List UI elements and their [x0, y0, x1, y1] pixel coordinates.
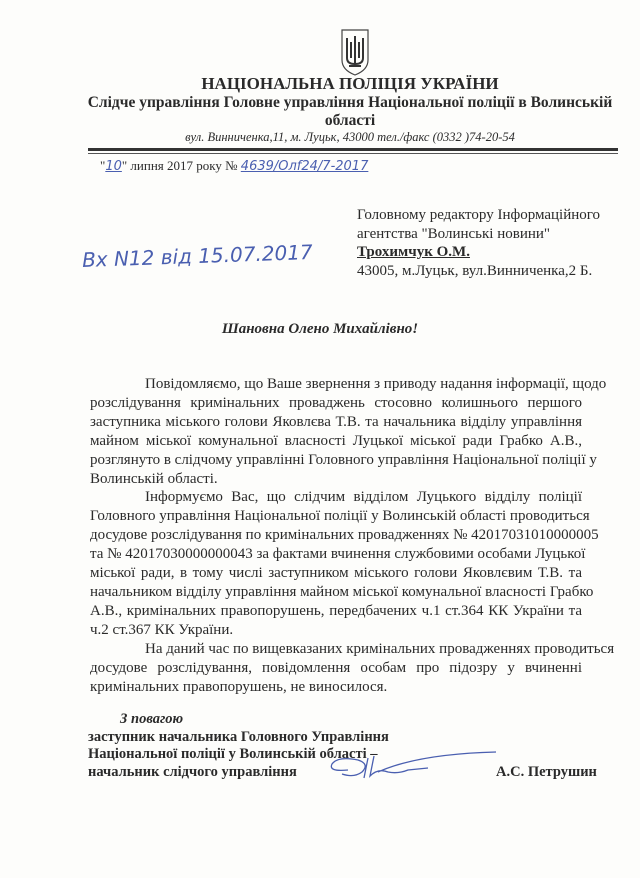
header-divider	[88, 148, 618, 151]
trident-coat-of-arms-icon	[340, 28, 370, 76]
body-line: А.В., кримінальних правопорушень, передбачених ч.1 ст.364 КК України та	[90, 602, 582, 619]
document-date-number	[100, 158, 368, 174]
organization-title: НАЦІОНАЛЬНА ПОЛІЦІЯ УКРАЇНИ	[201, 74, 499, 93]
body-line: ч.2 ст.367 КК України.	[90, 621, 234, 638]
body-line: міської ради, в тому числі заступником міського голови Яковлєвим Т.В. та	[90, 565, 582, 582]
body-line: досудове розслідування, повідомлення особам про підозру у вчиненні	[90, 659, 582, 676]
date-day: 10	[105, 159, 122, 174]
recipient-line: Головному редактору Інформаційного	[357, 207, 601, 223]
body-line: Волинській області.	[90, 470, 218, 487]
signer-name: А.С. Петрушин	[496, 764, 597, 780]
body-line: кримінальних правопорушень, не виносилося.	[90, 678, 388, 695]
recipient-name: Трохимчук О.М.	[357, 244, 470, 260]
quote: "	[121, 158, 128, 173]
date-month-year: липня 2017 року №	[130, 158, 238, 173]
body-line: Головного управління Національної поліції у Волинській області проводиться	[90, 508, 590, 525]
body-line: На даний час по вищевказаних кримінальних провадженнях проводиться	[145, 640, 615, 657]
recipient-block	[357, 206, 600, 280]
body-line: майном міської комунальної власності Луцької міської ради Грабко А.В.,	[90, 432, 582, 449]
signer-title: заступник начальника Головного Управління	[88, 728, 389, 745]
body-line: розглянуто в слідчому управлінні Головного управління Національної поліції у	[90, 451, 597, 468]
department-name: Слідче управління Головне управління Національної поліції в Волинській	[87, 94, 613, 111]
handwritten-signature-icon	[318, 750, 498, 782]
letter-body	[90, 375, 615, 696]
incoming-registration-note: Вх N12 від 15.07.2017	[81, 239, 314, 273]
department-name-cont: області	[324, 112, 376, 129]
body-line: начальником відділу управління майном міської комунальної власності Грабко	[90, 583, 594, 600]
header-divider-thin	[88, 153, 618, 154]
salutation: Шановна Олено Михайлівно!	[221, 321, 419, 337]
body-line: розслідування кримінальних проваджень стосовно колишнього першого	[90, 394, 582, 411]
signer-title: Національної поліції у Волинській області –	[88, 746, 378, 762]
body-line: досудове розслідування по кримінальних провадженнях № 42017031010000005	[90, 527, 599, 544]
recipient-address: 43005, м.Луцьк, вул.Винниченка,2 Б.	[357, 262, 593, 279]
quote: "	[100, 158, 106, 173]
body-line: заступника міського голови Яковлєва Т.В. та начальника відділу управління	[90, 413, 582, 430]
recipient-line: агентства "Волинські новини"	[357, 225, 551, 242]
document-number: 4639/Олf24/7-2017	[240, 159, 369, 174]
body-line: Інформуємо Вас, що слідчим відділом Луцького відділу поліції	[145, 489, 582, 506]
body-line: та № 42017030000000043 за фактами вчинення службовими особами Луцької	[90, 546, 586, 563]
closing-regards: З повагою	[120, 711, 184, 727]
signer-title: начальник слідчого управління	[88, 763, 297, 780]
organization-address: вул. Винниченка,11, м. Луцьк, 43000 тел./факс (0332 )74-20-54	[185, 130, 515, 144]
body-line: Повідомляємо, що Ваше звернення з приводу надання інформації, щодо	[145, 376, 607, 392]
